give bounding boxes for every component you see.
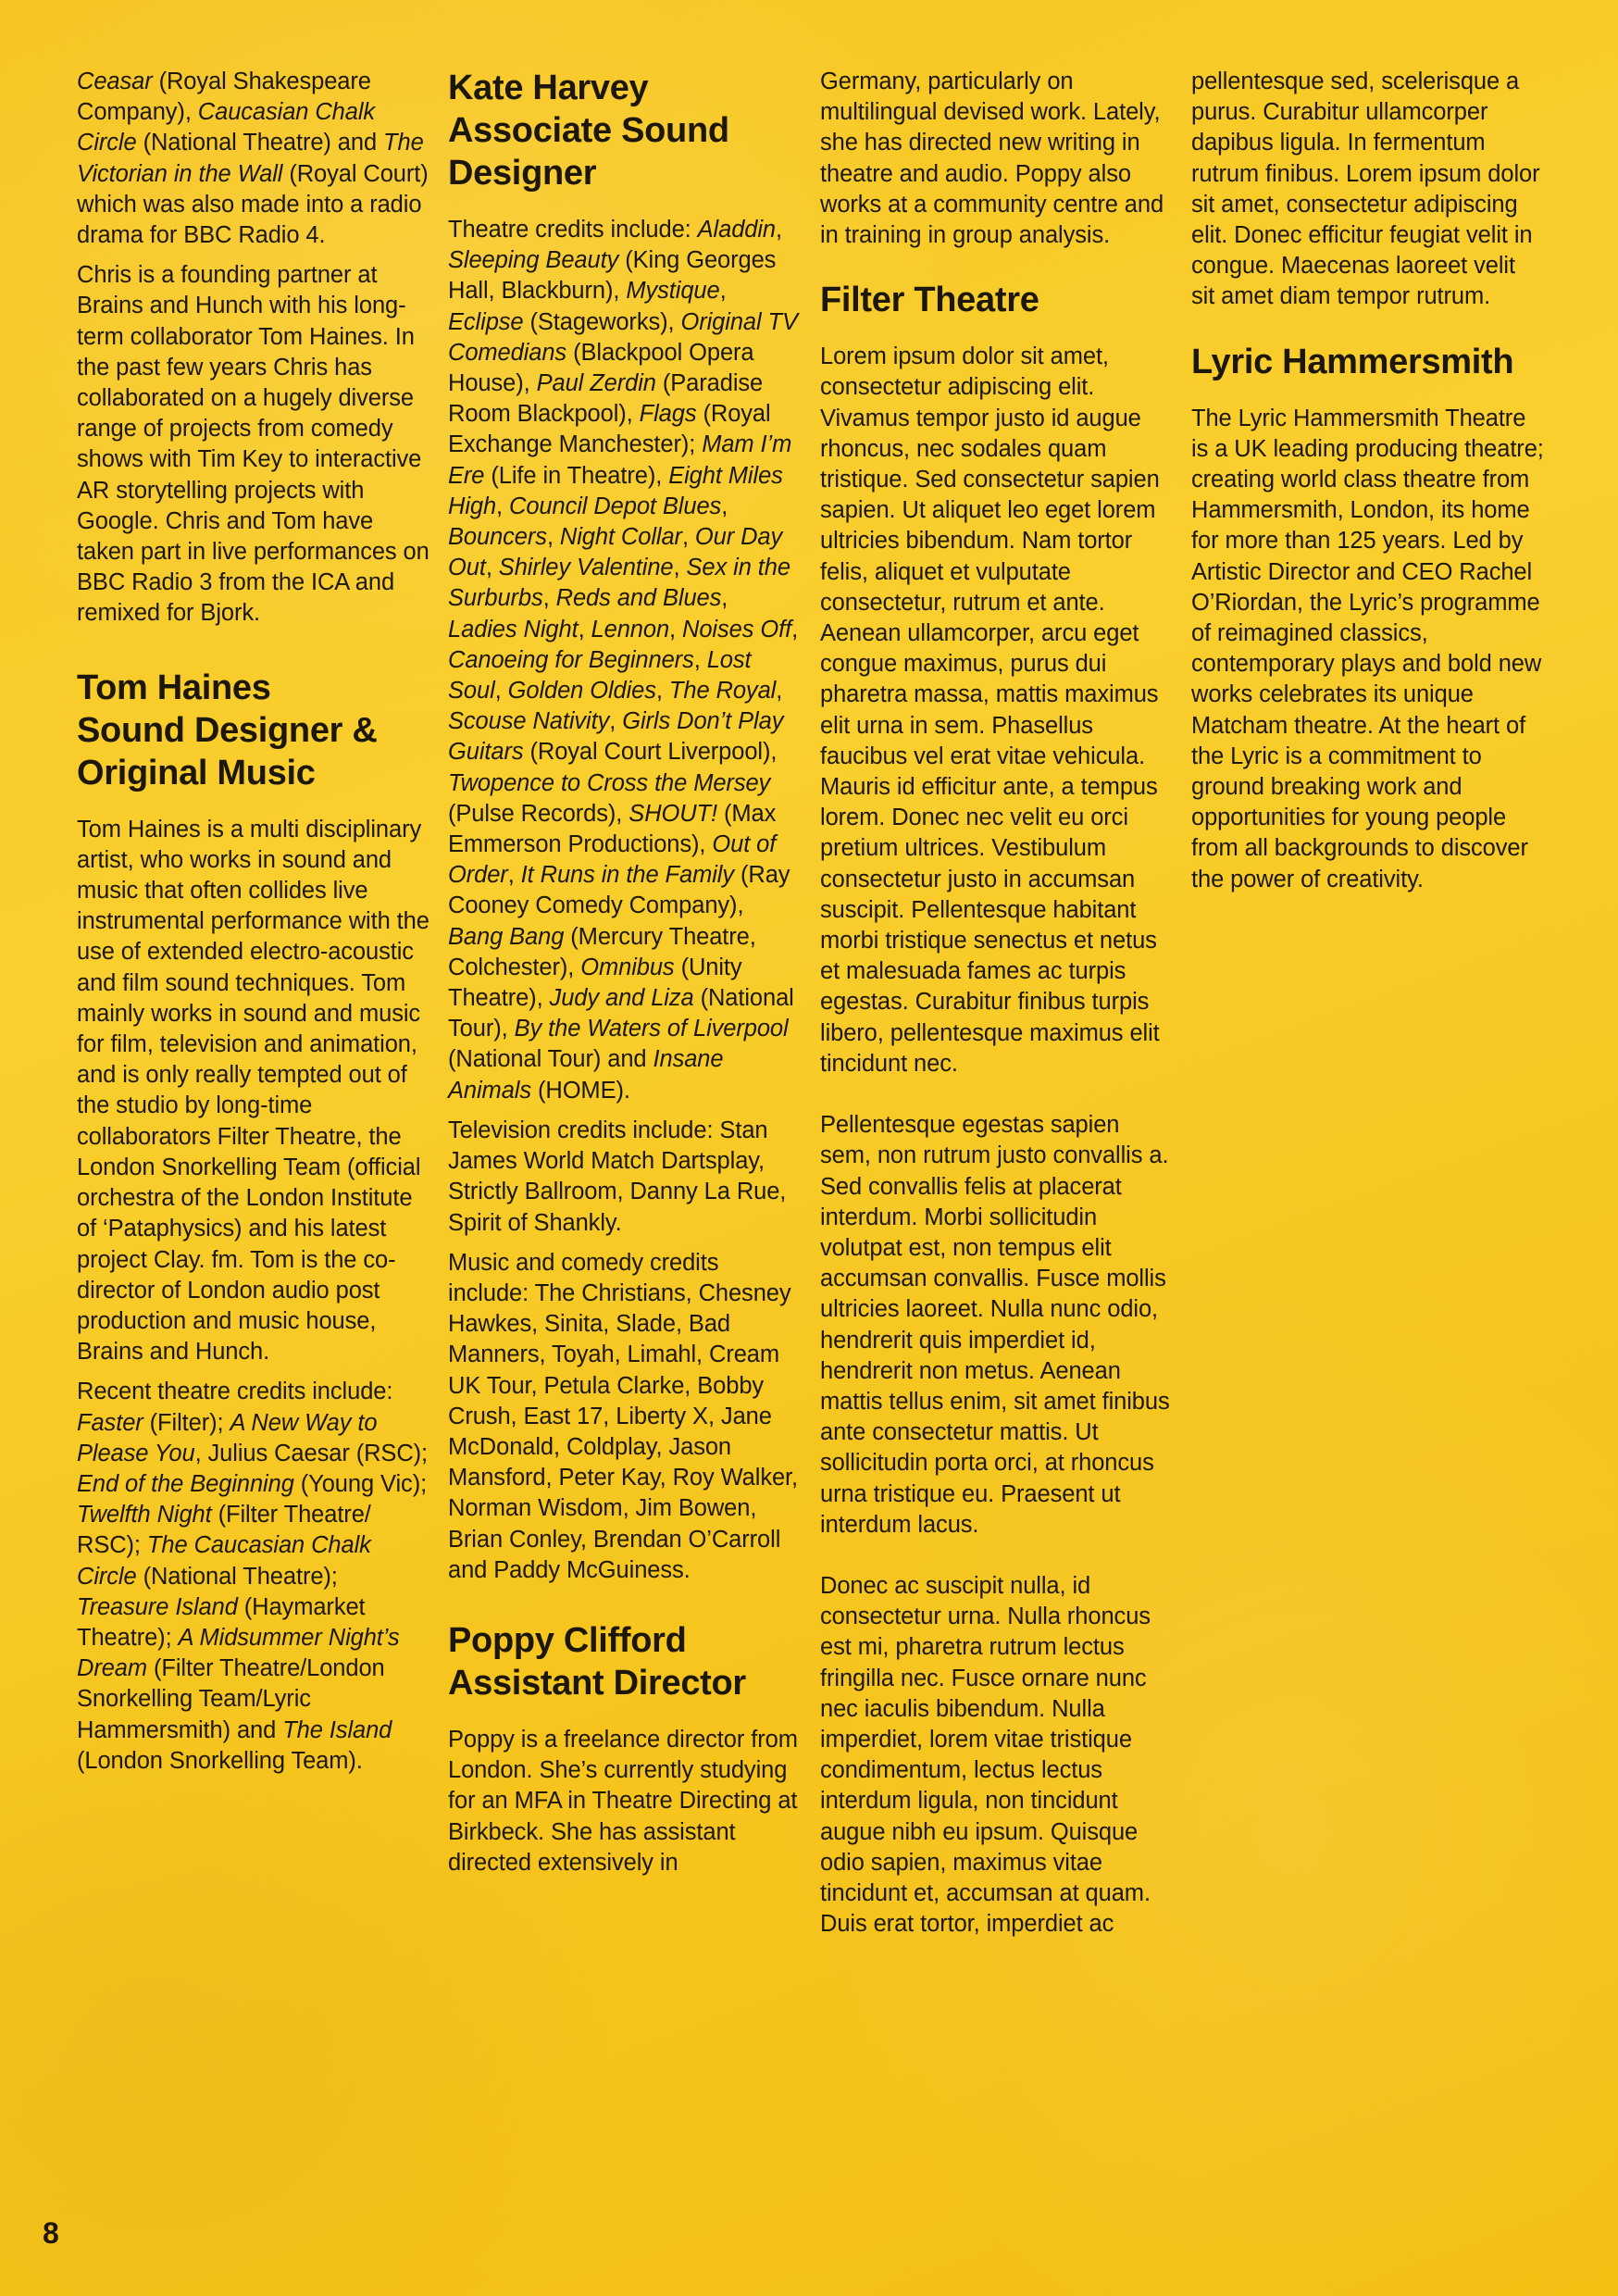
italic-title: By the Waters of Liverpool <box>514 1016 789 1042</box>
italic-title: Out of Order <box>448 831 777 889</box>
italic-title: Noises Off <box>682 616 792 643</box>
italic-title: Original TV Comedians <box>448 308 798 366</box>
filter-theatre-paragraph-3-continued: pellentesque sed, scelerisque a purus. Curabitur ullamcorper dapibus ligula. In fermentum rutrum finibus. Lorem ipsum dolor sit amet, consectetur adipiscing elit. Donec efficitur feugiat velit in congue. Maecenas laoreet velit sit amet diam tempor rutrum. <box>1191 69 1540 310</box>
italic-title: Night Collar <box>559 524 682 551</box>
lyric-hammersmith-heading: Lyric Hammersmith <box>1191 342 1514 381</box>
kate-harvey-name: Kate Harvey <box>448 69 649 107</box>
italic-title: Our Day Out <box>448 524 783 581</box>
kate-harvey-music-credits: Music and comedy credits include: The Christians, Chesney Hawkes, Sinita, Slade, Bad Manners, Toyah, Limahl, Cream UK Tour, Petula Clarke, Bobby Crush, East 17, Liberty X, Jane McDonald, Coldplay, Jason Mansford, Peter Kay, Roy Walker, Norman Wisdom, Jim Bowen, Brian Conley, Brendan O’Carroll and Paddy McGuiness. <box>448 1249 799 1583</box>
poppy-clifford-section <box>448 1619 802 1878</box>
italic-title: End of the Beginning <box>77 1470 294 1497</box>
italic-title: A New Way to Please You <box>77 1409 378 1466</box>
poppy-clifford-bio: Poppy is a freelance director from London. She’s currently studying for an MFA in Theatre Directing at Birkbeck. She has assistant directed extensively in <box>448 1726 798 1876</box>
page-number: 8 <box>43 2216 59 2250</box>
italic-title: Golden Oldies <box>507 678 656 705</box>
kate-harvey-role: Associate Sound Designer <box>448 111 729 193</box>
italic-title: Aladdin <box>697 217 777 243</box>
italic-title: Caucasian Chalk Circle <box>77 99 376 156</box>
italic-title: Flags <box>639 401 697 428</box>
tom-haines-bio: Tom Haines is a multi disciplinary artist, who works in sound and music that often collides live instrumental performance with the use of extended electro-acoustic and film sound techniques. Tom mainly works in sound and music for film, television and animation, and is only really tempted out of the studio by long-time collaborators Filter Theatre, the London Snorkelling Team (official orchestra of the London Institute of ‘Pataphysics) and his latest project Clay. fm. Tom is the co-director of London audio post production and music house, Brains and Hunch. <box>77 816 429 1366</box>
italic-title: Girls Don’t Play Guitars <box>448 708 784 766</box>
italic-title: Lost Soul <box>448 646 752 705</box>
filter-theatre-paragraph-2: Pellentesque egestas sapien sem, non rutrum justo convallis a. Sed convallis felis at placerat interdum. Morbi sollicitudin volutpat est, non tempus elit accumsan convallis. Fusce mollis ultricies laoreet. Nulla nunc odio, hendrerit quis imperdiet id, hendrerit non metus. Aenean mattis tellus enim, sit amet finibus ante consectetur mattis. Ut sollicitudin porta orci, at rhoncus urna tristique eu. Praesent ut interdum lacus. <box>820 1112 1170 1538</box>
italic-title: Reds and Blues <box>555 585 722 612</box>
column-1 <box>77 67 430 1786</box>
lyric-hammersmith-section <box>1191 341 1545 895</box>
italic-title: Scouse Nativity <box>448 708 610 735</box>
italic-title: Mystique <box>626 278 720 305</box>
italic-title: Eclipse <box>448 308 524 335</box>
poppy-clifford-bio-continued: Germany, particularly on multilingual devised work. Lately, she has directed new writing in theatre and audio. Poppy also works at a community centre and in training in group analysis. <box>820 69 1164 249</box>
italic-title: Bouncers <box>448 524 547 551</box>
column-4 <box>1191 67 1545 905</box>
filter-theatre-paragraph-1: Lorem ipsum dolor sit amet, consectetur adipiscing elit. Vivamus tempor justo id augue rhoncus, nec sodales quam tristique. Sed consectetur sapien sapien. Ut aliquet leo eget lorem ultricies bibendum. Nam tortor felis, aliquet et vulputate consectetur, rutrum et ante. Aenean ullamcorper, arcu eget congue maximus, purus dui pharetra massa, mattis maximus elit urna in sem. Phasellus faucibus vel erat vitae vehicula. Mauris id efficitur ante, a tempus lorem. Donec nec velit eu orci pretium ultrices. Vestibulum consectetur justo in accumsan suscipit. Pellentesque habitant morbi tristique senectus et netus et malesuada fames ac turpis egestas. Curabitur finibus turpis libero, pellentesque maximus elit tincidunt nec. <box>820 343 1160 1077</box>
column-2 <box>448 67 802 1888</box>
italic-title: The Caucasian Chalk Circle <box>77 1532 371 1590</box>
tom-haines-name: Tom Haines <box>77 668 271 707</box>
filter-theatre-heading: Filter Theatre <box>820 281 1039 320</box>
kate-harvey-section <box>448 67 802 1586</box>
italic-title: Bang Bang <box>448 923 565 950</box>
poppy-clifford-role: Assistant Director <box>448 1663 746 1703</box>
poppy-clifford-name: Poppy Clifford <box>448 1620 687 1660</box>
italic-title: The Island <box>282 1716 392 1743</box>
italic-title: Canoeing for Beginners <box>448 646 694 673</box>
lyric-hammersmith-paragraph: The Lyric Hammersmith Theatre is a UK leading producing theatre; creating world class theatre from Hammersmith, London, its home for more than 125 years. Led by Artistic Director and CEO Rachel O’Riordan, the Lyric’s programme of reimagined classics, contemporary plays and bold new works celebrates its unique Matcham theatre. At the heart of the Lyric is a commitment to ground breaking work and opportunities for young people from all backgrounds to discover the power of creativity. <box>1191 405 1544 892</box>
italic-title: Lennon <box>591 616 670 643</box>
italic-title: Ladies Night <box>448 616 579 643</box>
chris-bio-paragraph: Chris is a founding partner at Brains and Hunch with his long-term collaborator Tom Haines. In the past few years Chris has collaborated on a hugely diverse range of projects from comedy shows with Tim Key to interactive AR storytelling projects with Google. Chris and Tom have taken part in live performances on BBC Radio 3 from the ICA and remixed for Bjork. <box>77 262 429 627</box>
filter-theatre-paragraph-3: Donec ac suscipit nulla, id consectetur urna. Nulla rhoncus est mi, pharetra rutrum lectus fringilla nec. Fusce ornare nunc nec iaculis bibendum. Nulla imperdiet, lorem vitae tristique condimentum, lectus lectus interdum ligula, non tincidunt augue nibh eu ipsum. Quisque odio sapien, maximus vitae tincidunt et, accumsan at quam. Duis erat tortor, imperdiet ac <box>820 1572 1151 1938</box>
italic-title: Paul Zerdin <box>536 370 656 397</box>
chris-credits-paragraph: Ceasar (Royal Shakespeare Company), Caucasian Chalk Circle (National Theatre) and The Victorian in the Wall (Royal Court) which was also made into a radio drama for BBC Radio 4. <box>77 69 429 249</box>
kate-harvey-theatre-credits: Theatre credits include: Aladdin, Sleeping Beauty (King Georges Hall, Blackburn), Mystique, Eclipse (Stageworks), Original TV Comedians (Blackpool Opera House), Paul Zerdin (Paradise Room Blackpool), Flags (Royal Exchange Manchester); Mam I’m Ere (Life in Theatre), Eight Miles High, Council Depot Blues, Bouncers, Night Collar, Our Day Out, Shirley Valentine, Sex in the Surburbs, Reds and Blues, Ladies Night, Lennon, Noises Off, Canoeing for Beginners, Lost Soul, Golden Oldies, The Royal, Scouse Nativity, Girls Don’t Play Guitars (Royal Court Liverpool), Twopence to Cross the Mersey (Pulse Records), SHOUT! (Max Emmerson Productions), Out of Order, It Runs in the Family (Ray Cooney Comedy Company), Bang Bang (Mercury Theatre, Colchester), Omnibus (Unity Theatre), Judy and Liza (National Tour), By the Waters of Liverpool (National Tour) and Insane Animals (HOME). <box>448 217 799 1104</box>
italic-title: The Victorian in the Wall <box>77 130 424 187</box>
filter-theatre-section <box>820 279 1174 1940</box>
italic-title: Treasure Island <box>77 1593 238 1620</box>
column-3 <box>820 67 1174 1949</box>
italic-title: Sex in the Surburbs <box>448 555 790 612</box>
italic-title: Judy and Liza <box>549 985 694 1012</box>
kate-harvey-television-credits: Television credits include: Stan James World Match Dartsplay, Strictly Ballroom, Danny La Rue, Spirit of Shankly. <box>448 1117 787 1236</box>
italic-title: It Runs in the Family <box>520 862 734 889</box>
italic-title: SHOUT! <box>629 800 718 827</box>
italic-title: Insane Animals <box>448 1046 724 1104</box>
italic-title: A Midsummer Night’s Dream <box>77 1624 400 1682</box>
tom-haines-credits: Recent theatre credits include: Faster (Filter); A New Way to Please You, Julius Caesar (RSC); End of the Beginning (Young Vic); Twelfth Night (Filter Theatre/ RSC); The Caucasian Chalk Circle (National Theatre); Treasure Island (Haymarket Theatre); A Midsummer Night’s Dream (Filter Theatre/London Snorkelling Team/Lyric Hammersmith) and The Island (London Snorkelling Team). <box>77 1379 429 1774</box>
italic-title: Ceasar <box>77 69 153 94</box>
italic-title: Shirley Valentine <box>498 555 674 581</box>
italic-title: Eight Miles High <box>448 462 783 519</box>
tom-haines-section <box>77 667 430 1777</box>
italic-title: Omnibus <box>580 954 675 980</box>
italic-title: Twelfth Night <box>77 1502 212 1529</box>
italic-title: Faster <box>77 1409 143 1436</box>
italic-title: Council Depot Blues <box>509 493 722 519</box>
italic-title: Mam I’m Ere <box>448 431 792 489</box>
italic-title: Sleeping Beauty <box>448 247 619 274</box>
italic-title: The Royal <box>668 678 777 705</box>
italic-title: Twopence to Cross the Mersey <box>448 769 771 796</box>
tom-haines-role: Sound Designer & Original Music <box>77 710 378 792</box>
